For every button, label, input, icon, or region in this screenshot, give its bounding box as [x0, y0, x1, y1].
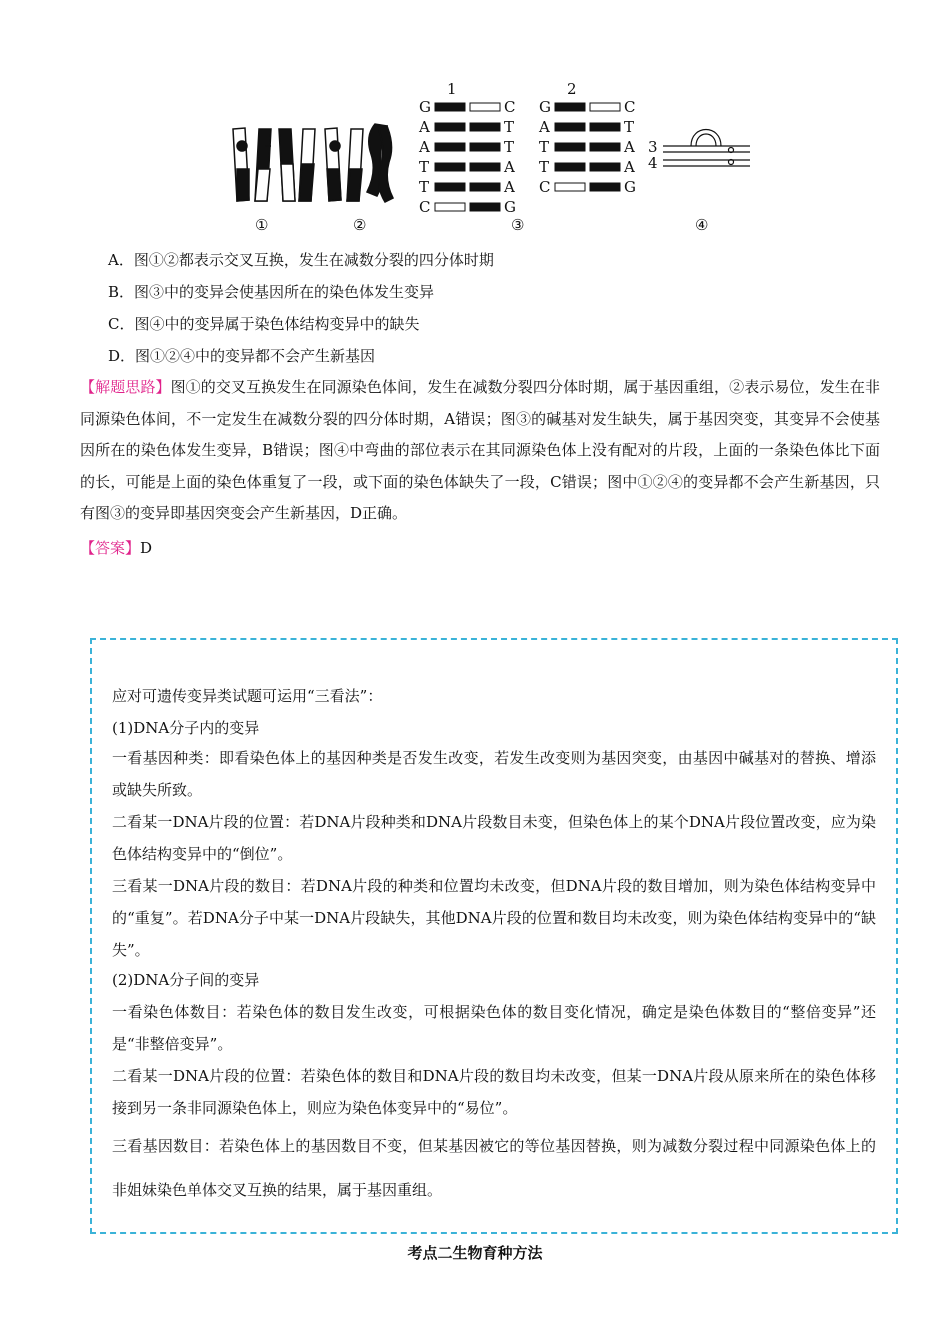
strand1-right-base: A	[504, 158, 515, 176]
strand2-right-base: T	[624, 118, 635, 136]
figure-2-chromosomes	[325, 124, 393, 202]
strand2-right-base: G	[624, 178, 636, 196]
tip-section1-p3: 三看某一DNA片段的数目：若DNA片段的种类和位置均未改变，但DNA片段的数目增加，则为染色体结构变异中的“重复”。若DNA分子中某一DNA片段缺失，其他DNA片段的位置和数目均未改变，则为染色体结构变异中的“缺失”。	[112, 877, 876, 959]
strand2-left-base: G	[539, 98, 551, 116]
caption-4: ④	[695, 216, 709, 234]
strand1-left-base: C	[419, 198, 431, 216]
tip-section2-p3: 三看基因数目：若染色体上的基因数目不变，但某基因被它的等位基因替换，则为减数分裂过程中同源染色体上的非姐妹染色单体交叉互换的结果，属于基因重组。	[112, 1137, 876, 1199]
chromosome-label-4: 4	[648, 154, 658, 172]
analysis-tag: 【解题思路】	[80, 378, 171, 396]
tip-section2-title: (2)DNA分子间的变异	[112, 971, 260, 989]
strand2-left-base: T	[539, 158, 550, 176]
tip-section2-p1: 一看染色体数目：若染色体的数目发生改变，可根据染色体的数目变化情况，确定是染色体数目的“整倍变异”还是“非整倍变异”。	[112, 1003, 876, 1053]
figure-4-pairing-loop	[663, 130, 750, 167]
dna-label-2: 2	[567, 80, 577, 98]
strand1-left-base: A	[419, 118, 430, 136]
strand1-right-base: C	[504, 98, 516, 116]
strand1-left-base: A	[419, 138, 430, 156]
analysis-text: 图①的交叉互换发生在同源染色体间，发生在减数分裂四分体时期，属于基因重组，②表示易位，发生在非同源染色体间，不一定发生在减数分裂的四分体时期，A错误；图③的碱基对发生缺失，属于基因突变，其变异不会使基因所在的染色体发生变异，B错误；图④中弯曲的部位表示在其同源染色体上没有配对的片段，上面的一条染色体比下面的长，可能是上面的染色体重复了一段，或下面的染色体缺失了一段，C错误；图中①②④的变异都不会产生新基因，只有图③的变异即基因突变会产生新基因，D正确。	[80, 378, 880, 522]
answer-tag: 【答案】	[80, 539, 141, 557]
caption-1: ①	[255, 216, 269, 234]
strand1-right-base: T	[504, 118, 515, 136]
analysis-paragraph	[80, 372, 880, 530]
strand1-right-base: G	[504, 198, 516, 216]
chromosome-label-3: 3	[648, 138, 658, 156]
option-b: B．图③中的变异会使基因所在的染色体发生变异	[108, 283, 435, 301]
tip-section1-p2: 二看某一DNA片段的位置：若DNA片段种类和DNA片段数目未变，但染色体上的某个DNA片段位置改变，应为染色体结构变异中的“倒位”。	[112, 813, 876, 863]
strand1-left-base: G	[419, 98, 431, 116]
strand2-right-base: C	[624, 98, 636, 116]
tip-section1-title: (1)DNA分子内的变异	[112, 719, 260, 737]
caption-2: ②	[353, 216, 367, 234]
tip-intro: 应对可遗传变异类试题可运用“三看法”：	[112, 687, 383, 705]
strand2-right-base: A	[624, 138, 635, 156]
strand2-left-base: C	[539, 178, 551, 196]
tip-section2-p2: 二看某一DNA片段的位置：若染色体的数目和DNA片段的数目均未改变，但某一DNA片段从原来所在的染色体移接到另一条非同源染色体上，则应为染色体变异中的“易位”。	[112, 1067, 876, 1117]
figure-1-chromosomes	[233, 128, 315, 201]
strand1-left-base: T	[419, 178, 430, 196]
strand1-right-base: T	[504, 138, 515, 156]
strand2-left-base: A	[539, 118, 550, 136]
answer-value: D	[140, 539, 153, 557]
tip-section1-p1: 一看基因种类：即看染色体上的基因种类是否发生改变，若发生改变则为基因突变，由基因中碱基对的替换、增添或缺失所致。	[112, 749, 876, 799]
strand2-right-base: A	[624, 158, 635, 176]
variation-figure	[215, 74, 770, 240]
section-heading: 考点二生物育种方法	[407, 1244, 543, 1262]
option-a: A．图①②都表示交叉互换，发生在减数分裂的四分体时期	[108, 251, 494, 269]
answer-line	[80, 538, 152, 558]
strand1-left-base: T	[419, 158, 430, 176]
option-c: C．图④中的变异属于染色体结构变异中的缺失	[108, 315, 420, 333]
strand1-right-base: A	[504, 178, 515, 196]
dna-label-1: 1	[447, 80, 457, 98]
variation-diagram	[215, 74, 770, 240]
strand2-left-base: T	[539, 138, 550, 156]
figure-3-dna	[435, 103, 620, 211]
option-d: D．图①②④中的变异都不会产生新基因	[108, 347, 376, 365]
caption-3: ③	[511, 216, 525, 234]
